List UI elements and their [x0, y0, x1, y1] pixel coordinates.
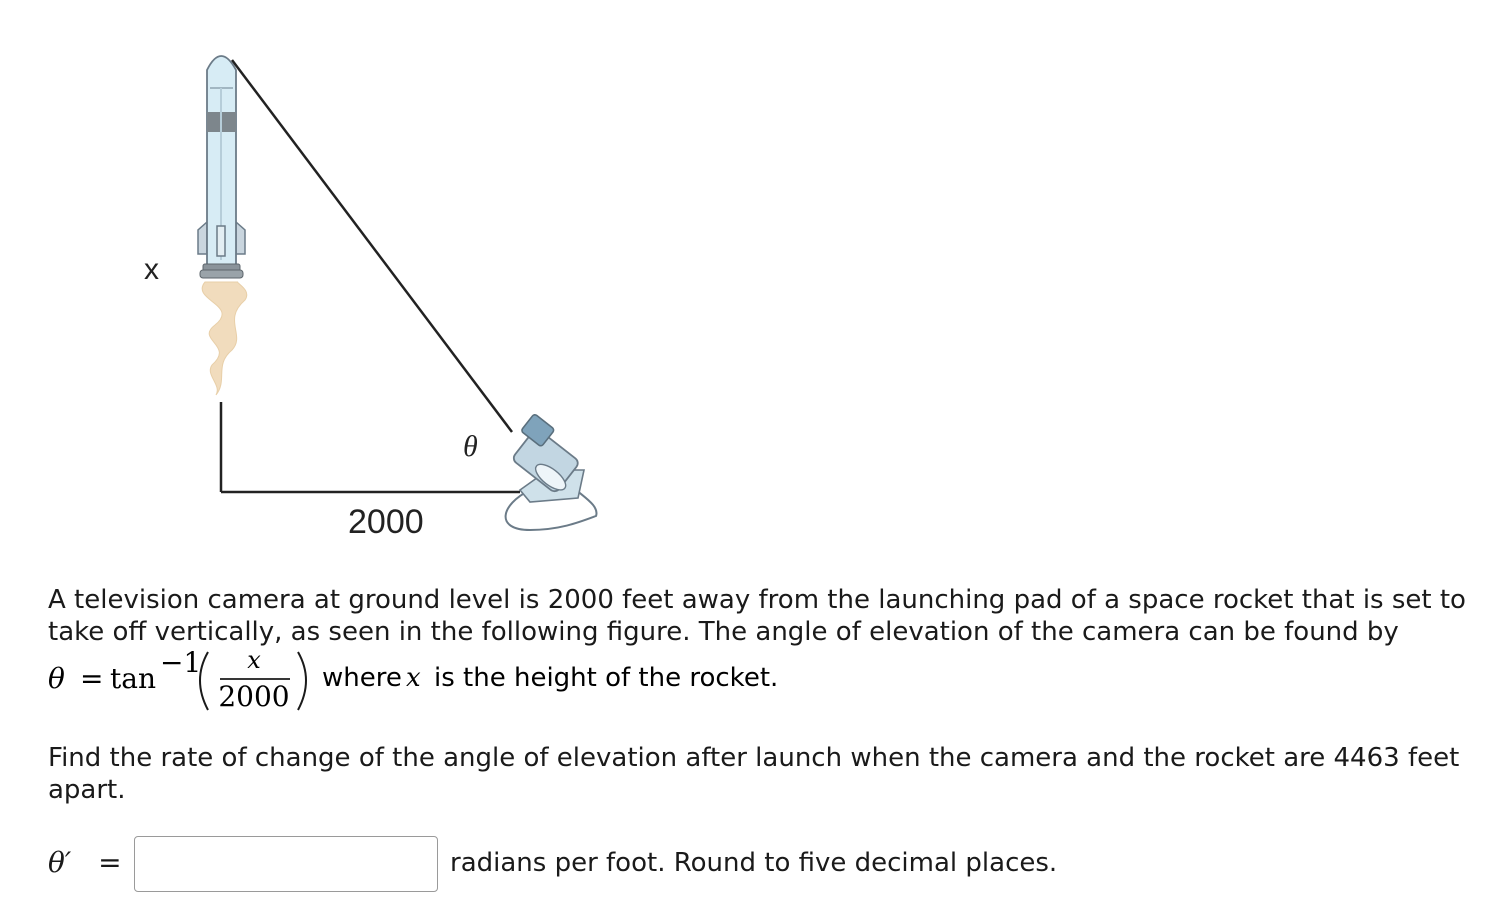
- rocket-camera-figure: [0, 0, 640, 560]
- angle-label: θ: [463, 430, 478, 463]
- answer-units-instructions: radians per foot. Round to five decimal places.: [450, 848, 1058, 878]
- formula-tail-var: x: [406, 663, 421, 693]
- formula-equals: =: [80, 662, 104, 695]
- right-paren: [298, 652, 306, 710]
- formula-tail-where: where: [322, 663, 402, 693]
- answer-label-text: θ′: [48, 846, 72, 879]
- distance-label: 2000: [348, 503, 424, 541]
- rocket-icon: [198, 56, 245, 278]
- answer-row: [48, 836, 1148, 896]
- formula: [48, 646, 1048, 716]
- formula-tail-text: is the height of the rocket.: [434, 663, 779, 693]
- answer-input[interactable]: [134, 836, 438, 892]
- height-label: x: [144, 253, 159, 286]
- figure-drawing: [0, 0, 640, 560]
- answer-equals: =: [98, 846, 122, 879]
- formula-numerator: x: [247, 646, 261, 674]
- formula-tan: tan: [110, 662, 156, 695]
- problem-intro: A television camera at ground level is 2000 feet away from the launching pad of a space rocket that is set to take off vertically, as seen in the following figure. The angle of elevation of the camera can be found by: [48, 585, 1466, 647]
- line-of-sight: [232, 60, 512, 432]
- formula-denominator: 2000: [218, 680, 290, 713]
- formula-exponent: −1: [160, 646, 202, 679]
- formula-row: [48, 646, 1048, 716]
- problem-question: Find the rate of change of the angle of elevation after launch when the camera and the rocket are 4463 feet apart.: [48, 743, 1460, 805]
- exhaust-plume: [202, 282, 247, 395]
- camera-icon: [504, 414, 597, 530]
- formula-theta: θ: [48, 662, 65, 695]
- answer-label: [48, 846, 122, 879]
